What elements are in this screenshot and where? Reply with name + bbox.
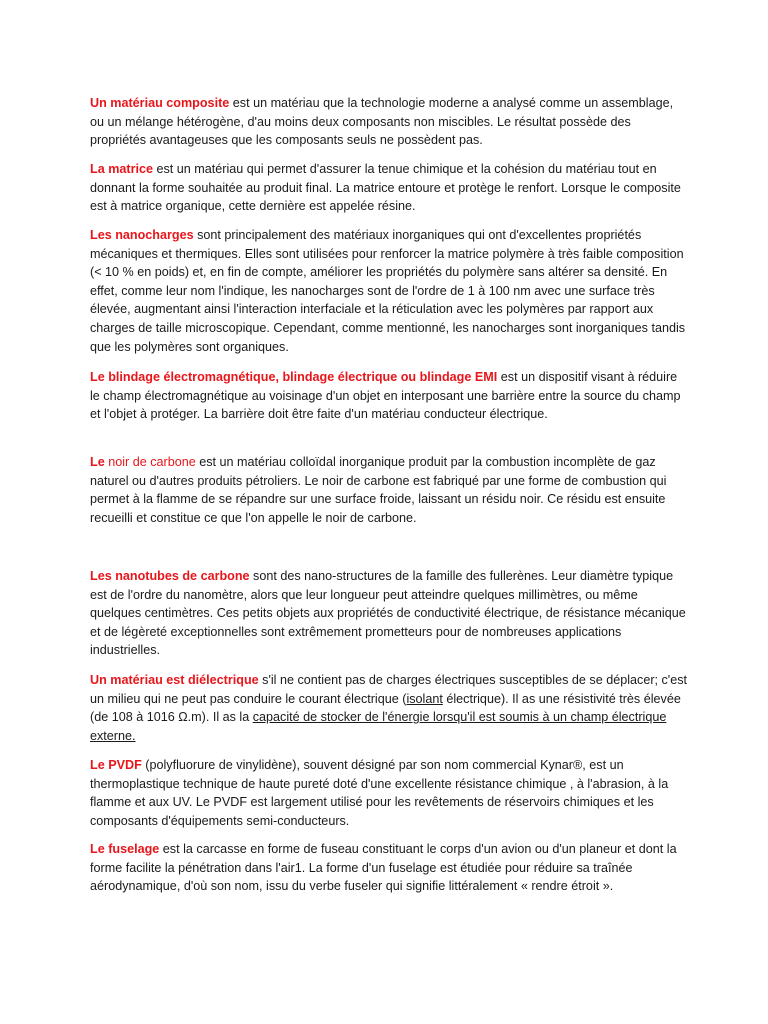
paragraph-matrice	[90, 160, 690, 216]
paragraph-nanotubes	[90, 567, 690, 660]
term-matrice: La matrice	[90, 162, 153, 176]
definition-dielectrique-part-b: électrique). Il as une résistivité très élevée (de 108 à 1016 Ω.m). Il as la	[90, 691, 681, 725]
term-noir-de-carbone-article: Le	[90, 455, 105, 469]
definition-dielectrique-part-a: s'il ne contient pas de charges électriques susceptibles de se déplacer; c'est un milieu qui ne peut pas conduire le courant électrique (	[90, 673, 688, 706]
link-capacite-stocker[interactable]: capacité de stocker de l'énergie lorsqu'il est soumis à un champ électrique externe.	[90, 710, 667, 743]
term-blindage: Le blindage électromagnétique, blindage électrique ou blindage EMI	[90, 370, 498, 384]
paragraph-nanocharges	[90, 226, 690, 356]
definition-noir-de-carbone: est un matériau colloïdal inorganique produit par la combustion incomplète de gaz naturel ou d'autres produits pétroliers. Le noir de carbone est fabriqué par une forme de combustion qui permet à la flamme de se répandre sur une surface froide, laissant un résidu noir. Ce résidu est ensuite recueilli et constitue ce que l'on appelle le noir de carbone.	[90, 455, 667, 525]
definition-nanocharges: sont principalement des matériaux inorganiques qui ont d'excellentes propriétés mécaniques et thermiques. Elles sont utilisées pour renforcer la matrice polymère à très faible composition (< 10 % en poids) et, en fin de compte, améliorer les propriétés du polymère sans altérer sa densité. En effet, comme leur nom l'indique, les nanocharges sont de l'ordre de 1 à 100 nm avec une surface très élevée, augmentant ainsi l'interaction interfaciale et la réticulation avec les polymères par rapport aux charges de taille microscopique. Cependant, comme mentionné, les nanocharges sont inorganiques tandis que les polymères sont organiques.	[90, 228, 686, 354]
paragraph-fuselage	[90, 840, 690, 896]
definition-nanotubes: sont des nano-structures de la famille des fullerènes. Leur diamètre typique est de l'ordre du nanomètre, alors que leur longueur peut atteindre quelques millimètres, ou même quelques centimètres. Ces petits objets aux propriétés de conductivité électrique, de résistance mécanique et de légèreté exceptionnelles sont extrêmement prometteurs pour de nombreuses applications industrielles.	[90, 569, 686, 658]
term-dielectrique: Un matériau est diélectrique	[90, 673, 259, 687]
definition-composite: est un matériau que la technologie moderne a analysé comme un assemblage, ou un mélange hétérogène, d'au moins deux composants non miscibles. Le résultat possède des propriétés avantageuses que les composants seuls ne possèdent pas.	[90, 96, 674, 148]
link-isolant[interactable]: isolant	[406, 691, 443, 706]
paragraph-dielectrique	[90, 671, 690, 745]
term-pvdf: Le PVDF	[90, 758, 142, 772]
term-fuselage: Le fuselage	[90, 842, 160, 856]
term-composite: Un matériau composite	[90, 96, 230, 110]
paragraph-noir-de-carbone	[90, 453, 690, 527]
term-nanocharges: Les nanocharges	[90, 228, 194, 242]
definition-pvdf: (polyfluorure de vinylidène), souvent désigné par son nom commercial Kynar®, est un thermoplastique technique de haute pureté doté d'une excellente résistance chimique , à l'abrasion, à la flamme et aux UV. Le PVDF est largement utilisé pour les revêtements de réservoirs chimiques et les composants d'équipements semi-conducteurs.	[90, 758, 669, 828]
term-nanotubes: Les nanotubes de carbone	[90, 569, 250, 583]
paragraph-pvdf	[90, 756, 690, 830]
definition-blindage: est un dispositif visant à réduire le champ électromagnétique au voisinage d'un objet en interposant une barrière entre la source du champ et l'objet à protéger. La barrière doit être faite d'un matériau conducteur électrique.	[90, 370, 681, 422]
definition-fuselage: est la carcasse en forme de fuseau constituant le corps d'un avion ou d'un planeur et dont la forme facilite la pénétration dans l'air1. La forme d'un fuselage est étudiée pour réduire sa traînée aérodynamique, d'où son nom, issu du verbe fuseler qui signifie littéralement « rendre étroit ».	[90, 842, 677, 894]
paragraph-composite	[90, 94, 690, 150]
term-noir-de-carbone: noir de carbone	[104, 455, 196, 469]
definition-matrice: est un matériau qui permet d'assurer la tenue chimique et la cohésion du matériau tout en donnant la forme souhaitée au produit final. La matrice entoure et protège le renfort. Lorsque le composite est à matrice organique, cette dernière est appelée résine.	[90, 162, 681, 214]
paragraph-blindage	[90, 368, 690, 424]
